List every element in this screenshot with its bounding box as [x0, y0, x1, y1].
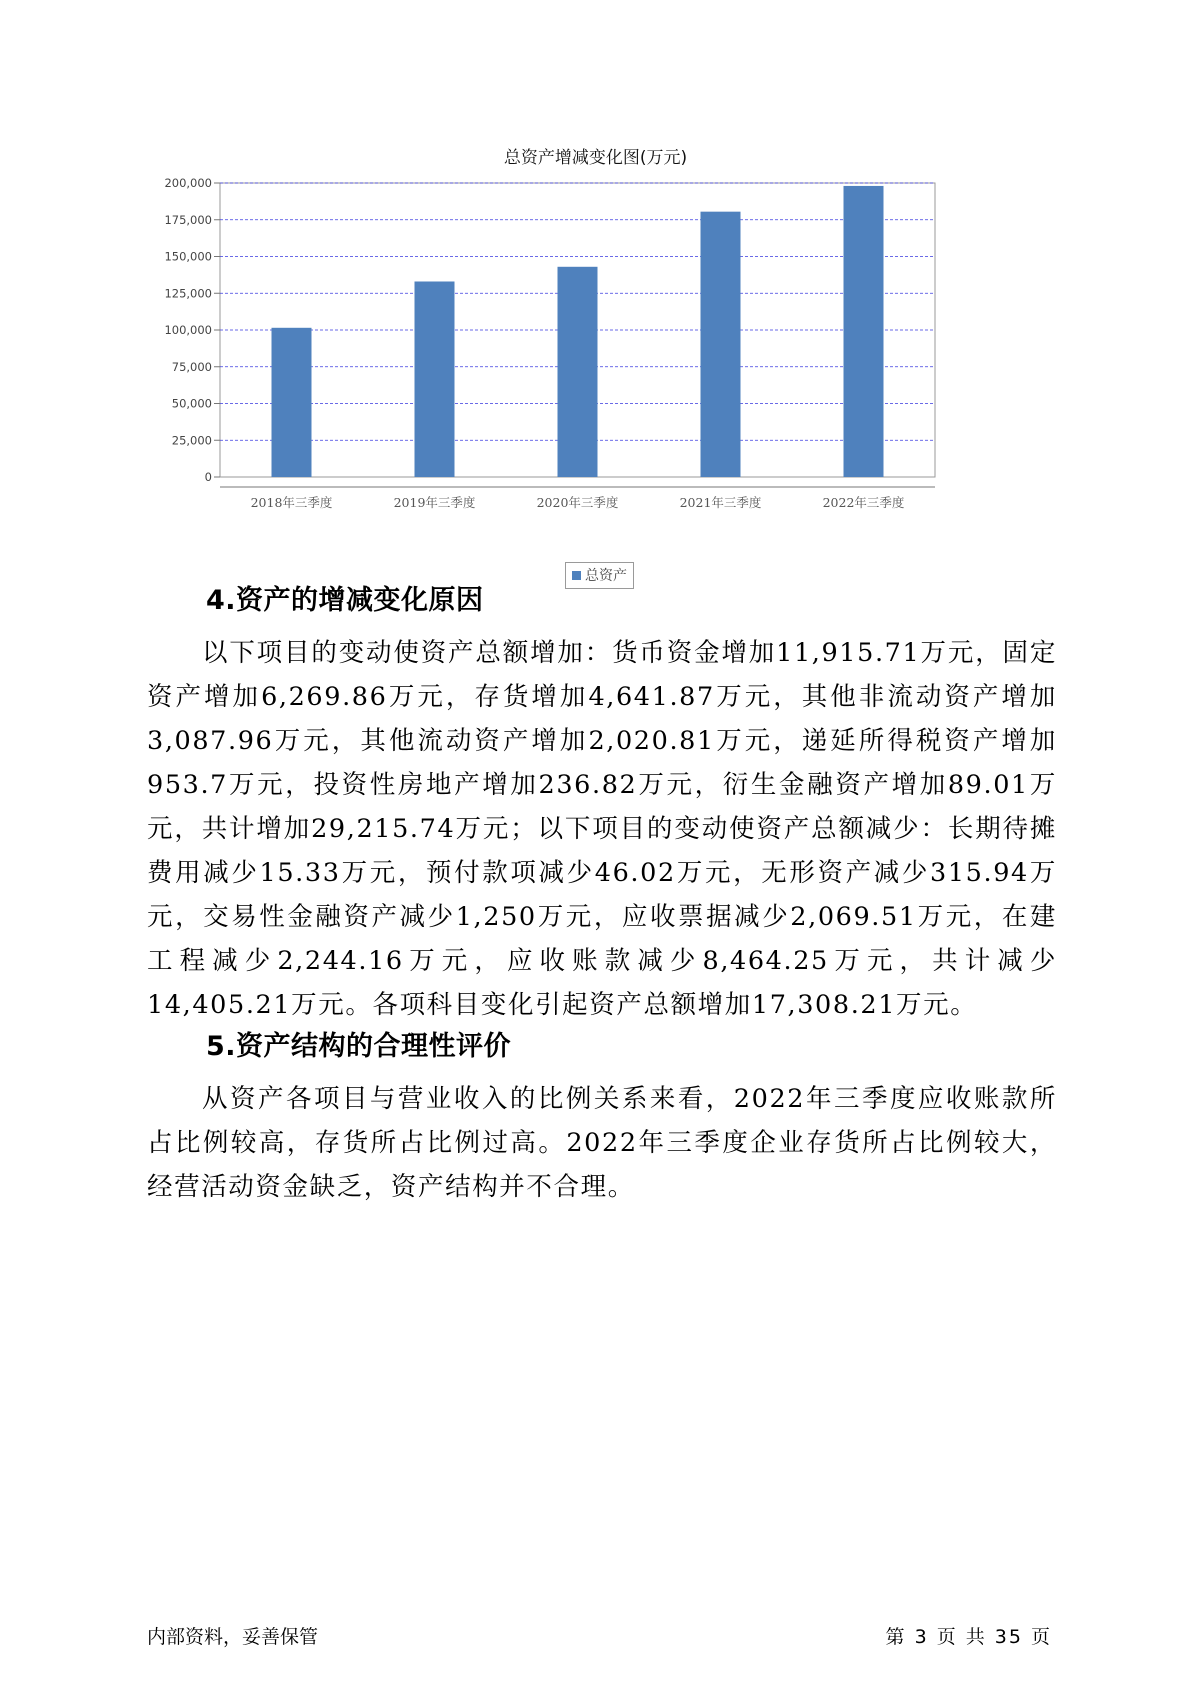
section-5-heading: 5.资产结构的合理性评价 [206, 1031, 512, 1062]
y-tick-label: 50,000 [171, 396, 212, 411]
y-tick-label: 100,000 [164, 323, 212, 337]
y-tick-label: 200,000 [164, 176, 212, 190]
y-tick-label: 75,000 [171, 359, 212, 374]
bar [701, 212, 741, 477]
section-5-paragraph: 从资产各项目与营业收入的比例关系来看，2022年三季度应收账款所占比例较高，存货所占比例过高。2022年三季度企业存货所占比例较大，经营活动资金缺乏，资产结构并不合理。 [147, 1084, 1057, 1202]
chart-legend [565, 562, 634, 589]
x-tick-label: 2022年三季度 [822, 495, 905, 510]
y-tick-label: 25,000 [171, 433, 212, 448]
legend-swatch [572, 571, 581, 580]
footer-page-number: 第 3 页 共 35 页 [885, 1626, 1052, 1648]
bar [415, 281, 455, 477]
section-4-paragraph: 以下项目的变动使资产总额增加：货币资金增加11,915.71万元，固定资产增加6,269.86万元，存货增加4,641.87万元，其他非流动资产增加3,087.96万元，其他流动资产增加2,020.81万元，递延所得税资产增加953.7万元，投资性房地产增加236.82万元，衍生金融资产增加89.01万元，共计增加29,215.74万元；以下项目的变动使资产总额减少：长期待摊费用减少15.33万元，预付款项减少46.02万元，无形资产减少315.94万元，交易性金融资产减少1,250万元，应收票据减少2,069.51万元，在建工程减少2,244.16万元，应收账款减少8,464.25万元，共计减少14,405.21万元。各项科目变化引起资产总额增加17,308.21万元。 [147, 638, 1057, 1020]
bar [558, 267, 598, 477]
section-4-heading: 4.资产的增减变化原因 [206, 585, 484, 616]
y-tick-label: 150,000 [164, 249, 212, 264]
x-tick-label: 2020年三季度 [536, 495, 619, 510]
total-assets-bar-chart [160, 175, 950, 550]
y-tick-label: 125,000 [164, 286, 212, 301]
y-tick-label: 0 [204, 470, 212, 484]
bar [272, 328, 312, 477]
legend-label: 总资产 [585, 568, 627, 584]
x-tick-label: 2019年三季度 [393, 495, 476, 510]
chart-title: 总资产增减变化图(万元) [503, 148, 688, 168]
x-tick-label: 2021年三季度 [679, 495, 762, 510]
y-tick-label: 175,000 [164, 212, 212, 227]
bar [844, 186, 884, 477]
footer-confidential-note: 内部资料，妥善保管 [147, 1626, 319, 1648]
x-tick-label: 2018年三季度 [250, 495, 333, 510]
